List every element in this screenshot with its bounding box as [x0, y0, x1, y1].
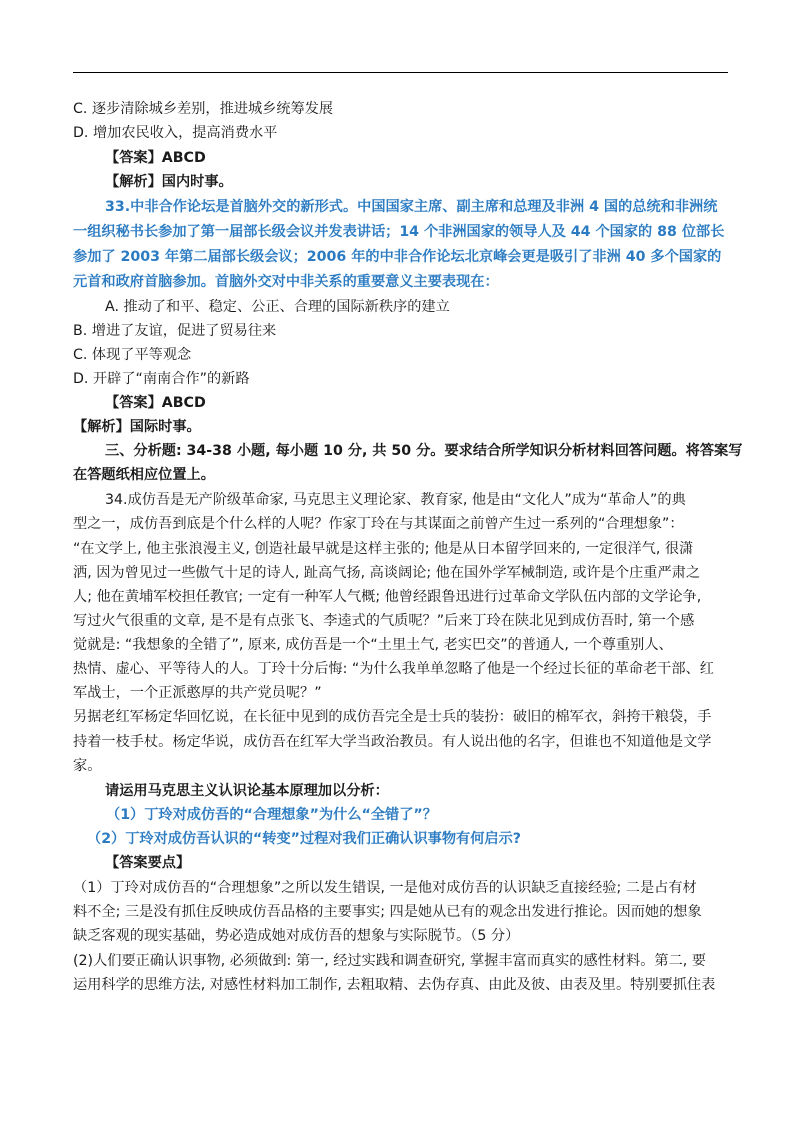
question-34-line-9: 军战士，一个正派憨厚的共产党员呢？”	[73, 685, 322, 701]
question-33-line-2: 一组织秘书长参加了第一届部长级会议并发表讲话；14 个非洲国家的领导人及 44 个国家的 88 位部长	[73, 224, 725, 240]
option-a-text: A. 推动了和平、稳定、公正、合理的国际新秩序的建立	[105, 299, 450, 315]
answer-1-line-2: 料不全; 三是没有抓住反映成仿吾品格的主要事实; 四是她从已有的观念出发进行推论。因而她的想象	[73, 904, 702, 920]
question-34-line-10: 另据老红军杨定华回忆说，在长征中见到的成仿吾完全是士兵的装扮：破旧的棉军衣，斜挎干粮袋，手	[73, 709, 712, 725]
answer-2-line-1: (2)人们要正确认识事物, 必须做到: 第一, 经过实践和调查研究, 掌握丰富而真实的感性材料。第二, 要	[73, 953, 706, 969]
sub-question-2: （2）丁玲对成仿吾认识的“转变”过程对我们正确认识事物有何启示?	[87, 831, 522, 847]
analysis-prompt: 请运用马克思主义认识论基本原理加以分析：	[105, 783, 389, 799]
answer-2-line-2: 运用科学的思维方法, 对感性材料加工制作, 去粗取精、去伪存真、由此及彼、由表及里。特别要抓住表	[73, 977, 716, 993]
question-34-line-6: 写过火气很重的文章, 是不是有点张飞、李逵式的气质呢？”后来丁玲在陕北见到成仿吾时, 第一个感	[73, 613, 695, 629]
question-34-line-8: 热情、虚心、平等待人的人。丁玲十分后悔: “为什么我单单忽略了他是一个经过长征的革命老干部、红	[73, 661, 714, 677]
answer-1-line-1: （1）丁玲对成仿吾的“合理想象”之所以发生错误, 一是他对成仿吾的认识缺乏直接经验; 二是占有材	[73, 880, 697, 896]
question-34-line-7: 觉就是: “我想象的全错了”, 原来, 成仿吾是一个“土里土气, 老实巴交”的普通人, 一个尊重别人、	[73, 637, 673, 653]
option-b-text: B. 增进了友谊，促进了贸易往来	[73, 323, 277, 339]
option-c-text: C. 体现了平等观念	[73, 347, 192, 363]
question-34-line-1: 34.成仿吾是无产阶级革命家, 马克思主义理论家、教育家, 他是由“文化人”成为“革命人”的典	[105, 492, 686, 508]
analysis-label: 【解析】国际时事。	[73, 419, 201, 435]
question-34-line-12: 家。	[73, 758, 102, 774]
answer-label: 【答案】ABCD	[105, 395, 206, 411]
answer-1-line-3: 缺乏客观的现实基础，势必造成她对成仿吾的想象与实际脱节。（5 分）	[73, 928, 520, 944]
answer-points-label: 【答案要点】	[105, 855, 191, 871]
option-c-text: C. 逐步清除城乡差别，推进城乡统筹发展	[73, 101, 334, 117]
option-d-text: D. 增加农民收入，提高消费水平	[73, 125, 278, 141]
sub-question-1: （1）丁玲对成仿吾的“合理想象”为什么“全错了”？	[106, 807, 437, 823]
answer-label: 【答案】ABCD	[105, 150, 206, 166]
question-34-line-2: 型之一，成仿吾到底是个什么样的人呢？作家丁玲在与其谋面之前曾产生过一系列的“合理想象”：	[73, 516, 684, 532]
question-33-line-4: 元首和政府首脑参加。首脑外交对中非关系的重要意义主要表现在：	[73, 274, 499, 290]
question-34-line-11: 持着一枝手杖。杨定华说，成仿吾在红军大学当政治教员。有人说出他的名字，但谁也不知道他是文学	[73, 734, 712, 750]
question-34-line-3: “在文学上, 他主张浪漫主义, 创造社最早就是这样主张的; 他是从日本留学回来的, 一定很洋气, 很潇	[73, 541, 694, 557]
section-three-heading-line-2: 在答题纸相应位置上。	[73, 467, 215, 483]
analysis-label: 【解析】国内时事。	[105, 174, 233, 190]
question-34-line-5: 人; 他在黄埔军校担任教官; 一定有一种军人气概; 他曾经跟鲁迅进行过革命文学队伍内部的文学论争,	[73, 589, 702, 605]
question-33-line-1: 33.中非合作论坛是首脑外交的新形式。中国国家主席、副主席和总理及非洲 4 国的总统和非洲统	[105, 199, 718, 215]
section-three-heading-line-1: 三、分析题: 34-38 小题, 每小题 10 分, 共 50 分。要求结合所学知识分析材料回答问题。将答案写	[105, 443, 743, 459]
question-33-line-3: 参加了 2003 年第二届部长级会议；2006 年的中非合作论坛北京峰会更是吸引了非洲 40 多个国家的	[73, 249, 722, 265]
header-rule	[73, 72, 728, 73]
question-34-line-4: 洒, 因为曾见过一些傲气十足的诗人, 趾高气扬, 高谈阔论; 他在国外学军械制造, 或许是个庄重严肃之	[73, 565, 701, 581]
option-d-text: D. 开辟了“南南合作”的新路	[73, 371, 250, 387]
